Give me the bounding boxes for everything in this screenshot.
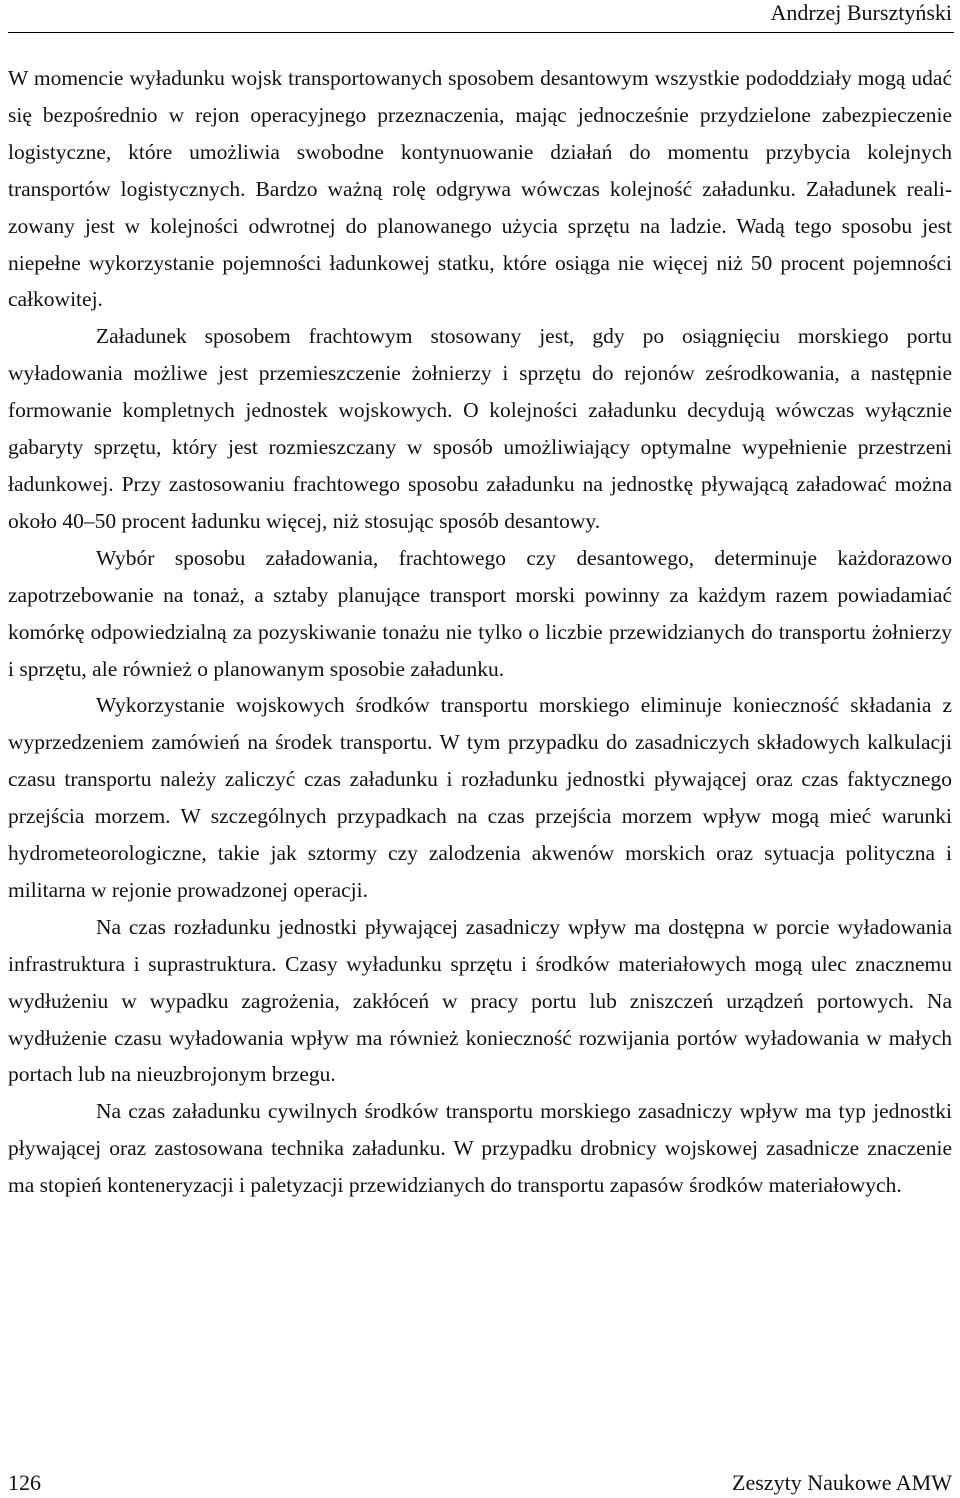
paragraph-1: W momencie wyładunku wojsk transportowanych sposobem desantowym wszystkie pododdziały mogą udać się bezpośrednio w rejon operacyjnego przeznaczenia, mając jednocześnie przydzielone zabezpieczenie logistyczne, które umożliwia swobodne kontynuowanie działań do momentu przybycia kolejnych transportów logistycznych. Bardzo ważną rolę odgrywa wówczas kolejność załadunku. Załadunek realizowany jest w kolejności odwrotnej do planowanego użycia sprzętu na ladzie. Wadą tego sposobu jest niepełne wykorzystanie pojemności ładunkowej statku, które osiąga nie więcej niż 50 procent pojemności całkowitej. bbox=[8, 66, 952, 312]
paragraph-4: Wykorzystanie wojskowych środków transportu morskiego eliminuje konieczność składania z wyprzedzeniem zamówień na środek transportu. W tym przypadku do zasadniczych składowych kalkulacji czasu transportu należy zaliczyć czas załadunku i rozładunku jednostki pływającej oraz czas faktycznego przejścia morzem. W szczególnych przypadkach na czas przejścia morzem wpływ mogą mieć warunki hydrometeorologiczne, takie jak sztormy czy zalodzenia akwenów morskich oraz sytuacja polityczna i militarna w rejonie prowadzonej operacji. bbox=[8, 693, 952, 902]
paragraph-2: Załadunek sposobem frachtowym stosowany jest, gdy po osiągnięciu morskiego portu wyładowania możliwe jest przemieszczenie żołnierzy i sprzętu do rejonów ześrodkowania, a następnie formowanie kompletnych jednostek wojskowych. O kolejności załadunku decydują wówczas wyłącznie gabaryty sprzętu, który jest rozmieszczany w sposób umożliwiający optymalne wypełnienie przestrzeni ładunkowej. Przy zastosowaniu frachtowego sposobu załadunku na jednostkę pływającą załadować można około 40–50 procent ładunku więcej, niż stosując sposób desantowy. bbox=[8, 324, 952, 533]
header-rule bbox=[8, 32, 954, 33]
paragraph-6: Na czas załadunku cywilnych środków transportu morskiego zasadniczy wpływ ma typ jednostki pływającej oraz zastosowana technika załadunku. W przypadku drobnicy wojskowej zasadnicze znaczenie ma stopień konteneryzacji i paletyzacji przewidzianych do transportu zapasów środków materiałowych. bbox=[8, 1099, 952, 1198]
journal-title: Zeszyty Naukowe AMW bbox=[732, 1470, 952, 1495]
page-number: 126 bbox=[8, 1470, 41, 1495]
paragraph-3: Wybór sposobu załadowania, frachtowego czy desantowego, determinuje każdorazowo zapotrzebowanie na tonaż, a sztaby planujące transport morski powinny za każdym razem powiadamiać komórkę odpowiedzialną za pozyskiwanie tonażu nie tylko o liczbie przewidzianych do transportu żołnierzy i sprzętu, ale również o planowanym sposobie załadunku. bbox=[8, 545, 952, 681]
paragraph-5: Na czas rozładunku jednostki pływającej zasadniczy wpływ ma dostępna w porcie wyładowania infrastruktura i suprastruktura. Czasy wyładunku sprzętu i środków materiałowych mogą ulec znacznemu wydłużeniu w wypadku zagrożenia, zakłóceń w pracy portu lub zniszczeń urządzeń portowych. Na wydłużenie czasu wyładowania wpływ ma również konieczność rozwijania portów wyładowania w małych portach lub na nieuzbrojonym brzegu. bbox=[8, 914, 952, 1087]
running-header-author: Andrzej Bursztyński bbox=[770, 0, 952, 25]
body-text bbox=[8, 60, 952, 1204]
